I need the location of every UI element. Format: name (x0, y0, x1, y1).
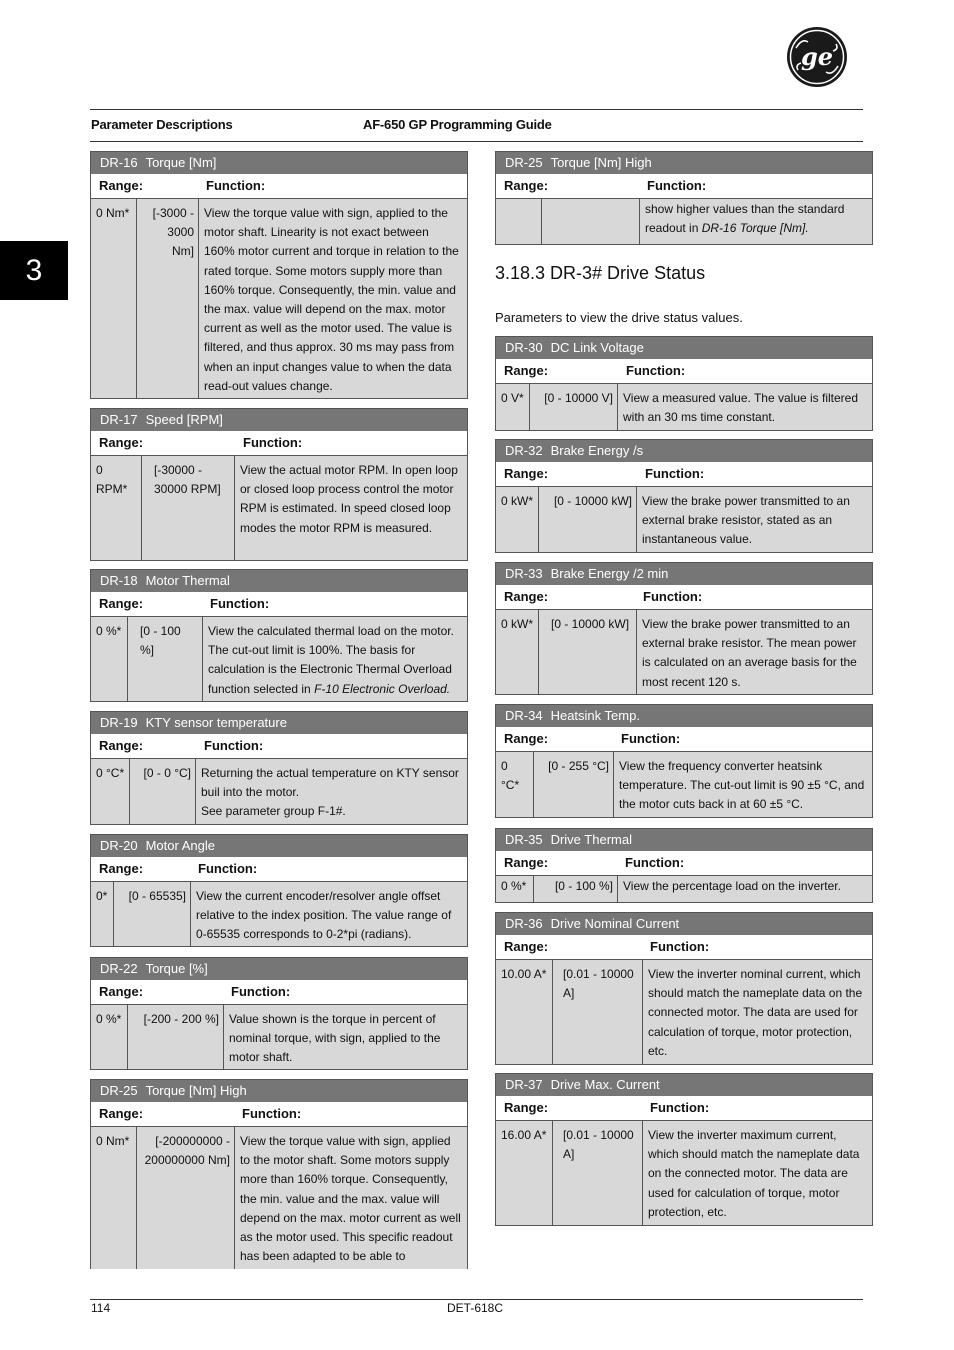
param-header: Range: Function: (91, 734, 467, 759)
param-function: View the inverter maximum current, which should match the nameplate data on the connected motor. The data are used for calculation of torque, motor protection, etc. (642, 1121, 872, 1225)
param-header: Range: Function: (496, 462, 872, 487)
param-range: [0 - 65535] (113, 882, 190, 946)
footer-rule (90, 1299, 863, 1300)
param-function: View the actual motor RPM. In open loop or closed loop process control the motor RPM is estimated. In speed closed loop modes the motor RPM is measured. (234, 456, 467, 560)
param-header: Range: Function: (91, 980, 467, 1005)
param-default (496, 199, 541, 244)
param-default: 0 °C* (501, 759, 520, 793)
param-table-dr16 (90, 151, 468, 399)
param-title: DR-22 Torque [%] (91, 958, 467, 980)
ge-logo (786, 26, 848, 88)
section-title: 3.18.3 DR-3# Drive Status (495, 263, 706, 283)
param-function: show higher values than the standard readout in DR-16 Torque [Nm]. (639, 199, 872, 244)
param-range (541, 199, 639, 244)
param-row (496, 752, 872, 817)
header-rule-top (90, 109, 863, 110)
param-function: View the brake power transmitted to an external brake resistor. The mean power is calculated on an average basis for the most recent 120 s. (636, 610, 872, 694)
param-table-dr20 (90, 834, 468, 947)
param-table-dr35 (495, 828, 873, 903)
param-title: DR-19 KTY sensor temperature (91, 712, 467, 734)
param-header: Range: Function: (91, 857, 467, 882)
param-table-dr30 (495, 336, 873, 431)
param-header: Range: Function: (496, 851, 872, 876)
param-row (91, 456, 467, 560)
param-header: Range: Function: (91, 431, 467, 456)
param-header: Range: Function: (496, 174, 872, 199)
param-default: 0 °C* (96, 766, 125, 780)
param-row (91, 1005, 467, 1069)
param-range: [-200000000 - 200000000 Nm] (136, 1127, 234, 1269)
param-row (91, 882, 467, 946)
param-default: 0 %* (96, 1012, 122, 1026)
param-range: [-30000 - 30000 RPM] (141, 456, 234, 560)
param-table-dr34 (495, 704, 873, 818)
param-default: 0* (96, 889, 108, 903)
param-header: Range: Function: (91, 1102, 467, 1127)
param-row (496, 487, 872, 552)
param-row (91, 617, 467, 701)
param-table-dr22 (90, 957, 468, 1070)
param-title: DR-18 Motor Thermal (91, 570, 467, 592)
param-row (496, 199, 872, 244)
param-title: DR-25 Torque [Nm] High (496, 152, 872, 174)
param-table-dr36 (495, 912, 873, 1065)
param-table-dr33 (495, 562, 873, 695)
param-function: View the inverter nominal current, which should match the nameplate data on the connected motor. The data are used for calculation of torque, motor protection, etc. (642, 960, 872, 1064)
header-section: Parameter Descriptions (91, 117, 233, 132)
param-header: Range: Function: (496, 585, 872, 610)
param-table-dr25 (90, 1079, 468, 1269)
svg-text:ge: ge (800, 42, 834, 71)
param-table-dr18 (90, 569, 468, 702)
param-range: [0 - 10000 kW] (538, 487, 636, 552)
param-function: View the current encoder/resolver angle offset relative to the index position. The value range of 0-65535 corresponds to 0-2*pi (radians). (190, 882, 467, 946)
param-title: DR-30 DC Link Voltage (496, 337, 872, 359)
param-function: View a measured value. The value is filtered with an 30 ms time constant. (617, 384, 872, 430)
param-range: [0 - 255 °C] (533, 752, 613, 817)
param-row (496, 610, 872, 694)
param-default: 0 kW* (501, 494, 534, 508)
param-default: 10.00 A* (501, 967, 547, 981)
param-header: Range: Function: (496, 1096, 872, 1121)
param-function: Value shown is the torque in percent of nominal torque, with sign, applied to the motor shaft. (223, 1005, 467, 1069)
param-range: [-200 - 200 %] (127, 1005, 223, 1069)
header-rule-bottom (90, 141, 863, 142)
param-row (496, 384, 872, 430)
param-header: Range: Function: (91, 174, 467, 199)
param-default: 0 kW* (501, 617, 534, 631)
param-title: DR-37 Drive Max. Current (496, 1074, 872, 1096)
param-table-dr17 (90, 408, 468, 561)
param-table-dr37 (495, 1073, 873, 1226)
param-row (91, 1127, 467, 1269)
header-guide-title: AF-650 GP Programming Guide (363, 117, 552, 132)
param-header: Range: Function: (91, 592, 467, 617)
param-range: [0 - 100 %] (127, 617, 202, 701)
param-title: DR-34 Heatsink Temp. (496, 705, 872, 727)
chapter-tab: 3 (0, 241, 68, 300)
param-row (496, 876, 872, 902)
param-function: Returning the actual temperature on KTY sensor buil into the motor. See parameter group F-1#. (195, 759, 467, 824)
param-row (496, 960, 872, 1064)
param-default: 0 RPM* (96, 463, 128, 497)
param-title: DR-16 Torque [Nm] (91, 152, 467, 174)
param-function: View the torque value with sign, applied to the motor shaft. Some motors supply more than 160% torque. Consequently, the min. value and the max. value will depend on the max. motor current as well as the motor used. This specific readout has been adapted to be able to (234, 1127, 467, 1269)
param-range: [0.01 - 10000 A] (552, 960, 642, 1064)
param-range: [0 - 10000 kW] (538, 610, 636, 694)
param-table-dr19 (90, 711, 468, 825)
param-header: Range: Function: (496, 935, 872, 960)
param-default: 0 %* (501, 879, 527, 893)
param-title: DR-36 Drive Nominal Current (496, 913, 872, 935)
param-title: DR-33 Brake Energy /2 min (496, 563, 872, 585)
param-table-dr25-continued (495, 151, 873, 245)
param-function: View the torque value with sign, applied to the motor shaft. Linearity is not exact between 160% motor current and torque in relation to the rated torque. Some motors supply more than 160% torque. Consequently, the min. value and the max. value will depend on the max. motor current as well as the motor used. The value is filtered, and thus approx. 30 ms may pass from when an input changes value to when the data read-out values change. (198, 199, 467, 398)
param-title: DR-25 Torque [Nm] High (91, 1080, 467, 1102)
param-range: [0 - 100 %] (533, 876, 617, 902)
param-title: DR-20 Motor Angle (91, 835, 467, 857)
param-default: 0 Nm* (96, 1134, 130, 1148)
param-function: View the calculated thermal load on the motor. The cut-out limit is 100%. The basis for calculation is the Electronic Thermal Overload function selected in F-10 Electronic Overload. (202, 617, 467, 701)
page-number: 114 (91, 1301, 111, 1315)
param-header: Range: Function: (496, 727, 872, 752)
param-row (91, 759, 467, 824)
param-function: View the brake power transmitted to an external brake resistor, stated as an instantaneous value. (636, 487, 872, 552)
document-id: DET-618C (447, 1301, 504, 1315)
param-title: DR-35 Drive Thermal (496, 829, 872, 851)
param-default: 0 Nm* (96, 206, 130, 220)
param-function: View the percentage load on the inverter. (617, 876, 872, 902)
param-row (496, 1121, 872, 1225)
param-default: 0 V* (501, 391, 524, 405)
param-range: [0.01 - 10000 A] (552, 1121, 642, 1225)
param-title: DR-32 Brake Energy /s (496, 440, 872, 462)
param-table-dr32 (495, 439, 873, 553)
param-range: [0 - 0 °C] (129, 759, 195, 824)
param-default: 0 %* (96, 624, 122, 638)
param-title: DR-17 Speed [RPM] (91, 409, 467, 431)
param-default: 16.00 A* (501, 1128, 547, 1142)
section-intro: Parameters to view the drive status values. (495, 310, 743, 325)
param-range: [-3000 - 3000 Nm] (136, 199, 198, 398)
param-header: Range: Function: (496, 359, 872, 384)
param-row (91, 199, 467, 398)
param-function: View the frequency converter heatsink temperature. The cut-out limit is 90 ±5 °C, and the motor cuts back in at 60 ±5 °C. (613, 752, 872, 817)
param-range: [0 - 10000 V] (529, 384, 617, 430)
